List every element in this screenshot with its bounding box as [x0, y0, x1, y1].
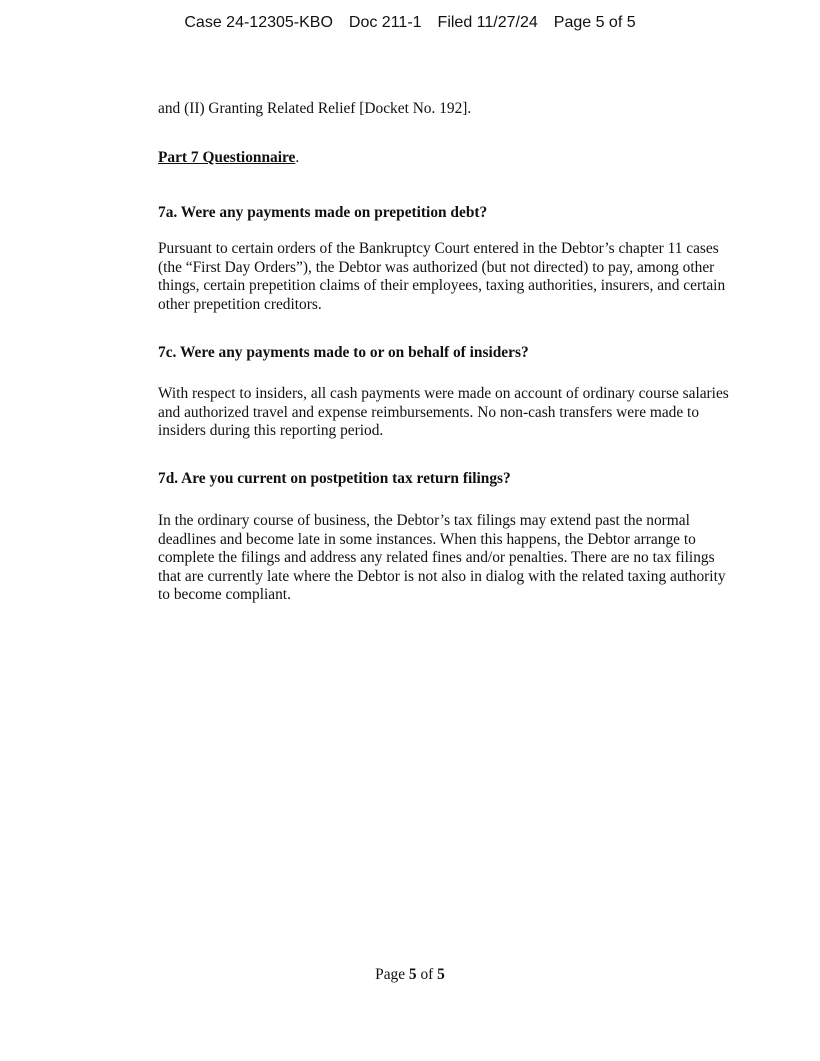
footer-page-label: Page	[375, 966, 409, 983]
answer-7c: With respect to insiders, all cash payments were made on account of ordinary course salaries and authorized travel and expense reimbursements. No non-cash transfers were made to insiders during this reporting period.	[158, 385, 729, 440]
question-7c: 7c. Were any payments made to or on behalf of insiders?	[158, 344, 529, 361]
docket-number: Doc 211-1	[348, 14, 422, 31]
section-title	[158, 149, 738, 168]
section-title-period: .	[295, 149, 300, 166]
footer-current-page: 5	[408, 966, 417, 983]
header-page-number: Page 5 of 5	[553, 14, 636, 31]
footer-of-label: of	[416, 966, 438, 983]
section-title-label: Part 7 Questionnaire	[158, 149, 296, 166]
case-number: Case 24-12305-KBO	[184, 14, 333, 31]
answer-7d: In the ordinary course of business, the Debtor’s tax filings may extend past the normal deadlines and become late in some instances. When this happens, the Debtor arrange to complete the filings and address any related fines and/or penalties. There are no tax filings that are currently late where the Debtor is not also in dialog with the related taxing authority to become compliant.	[158, 512, 726, 604]
filed-date: Filed 11/27/24	[437, 14, 538, 31]
question-7a: 7a. Were any payments made on prepetition debt?	[158, 204, 488, 221]
page-footer	[0, 966, 820, 984]
footer-total-pages: 5	[437, 966, 445, 983]
court-filing-header	[0, 14, 820, 32]
continuation-text: and (II) Granting Related Relief [Docket No. 192].	[158, 100, 472, 117]
question-7d: 7d. Are you current on postpetition tax return filings?	[158, 470, 511, 487]
answer-7a: Pursuant to certain orders of the Bankruptcy Court entered in the Debtor’s chapter 11 cases (the “First Day Orders”), the Debtor was authorized (but not directed) to pay, among other things, certain prepetition claims of their employees, taxing authorities, insurers, and certain other prepetition creditors.	[158, 240, 726, 313]
